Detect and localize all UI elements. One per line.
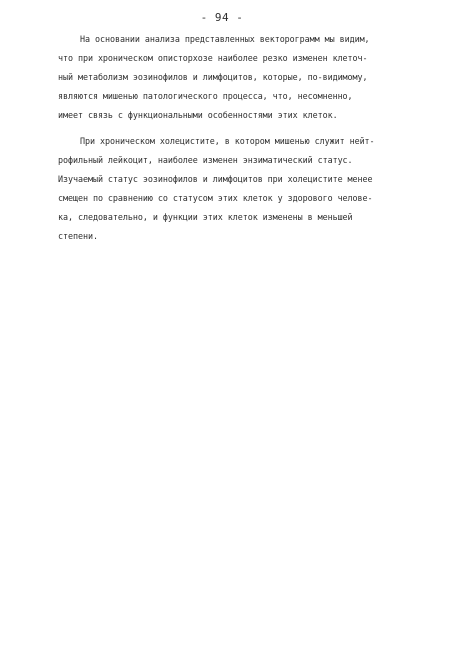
text-line: степени. (58, 231, 98, 241)
text-line: смещен по сравнению со статусом этих клеток у здорового челове- (58, 193, 373, 203)
text-line: являются мишенью патологического процесса, что, несомненно, (58, 91, 353, 101)
text-line: ка, следовательно, и функции этих клеток изменены в меньшей (58, 212, 353, 222)
paragraph-2 (58, 132, 420, 246)
paragraph-1 (58, 30, 420, 125)
document-body (58, 30, 420, 246)
text-line: На основании анализа представленных векторограмм мы видим, (80, 34, 370, 44)
paragraph-spacer (58, 125, 420, 132)
text-line: При хроническом холецистите, в котором мишенью служит нейт- (80, 136, 375, 146)
text-line: рофильный лейкоцит, наиболее изменен энзиматический статус. (58, 155, 353, 165)
text-line: имеет связь с функциональными особенностями этих клеток. (58, 110, 338, 120)
text-line: что при хроническом описторхозе наиболее резко изменен клеточ- (58, 53, 368, 63)
text-line: Изучаемый статус эозинофилов и лимфоцитов при холецистите менее (58, 174, 373, 184)
text-line: ный метаболизм эозинофилов и лимфоцитов, которые, по-видимому, (58, 72, 368, 82)
page-number: - 94 - (200, 11, 244, 24)
